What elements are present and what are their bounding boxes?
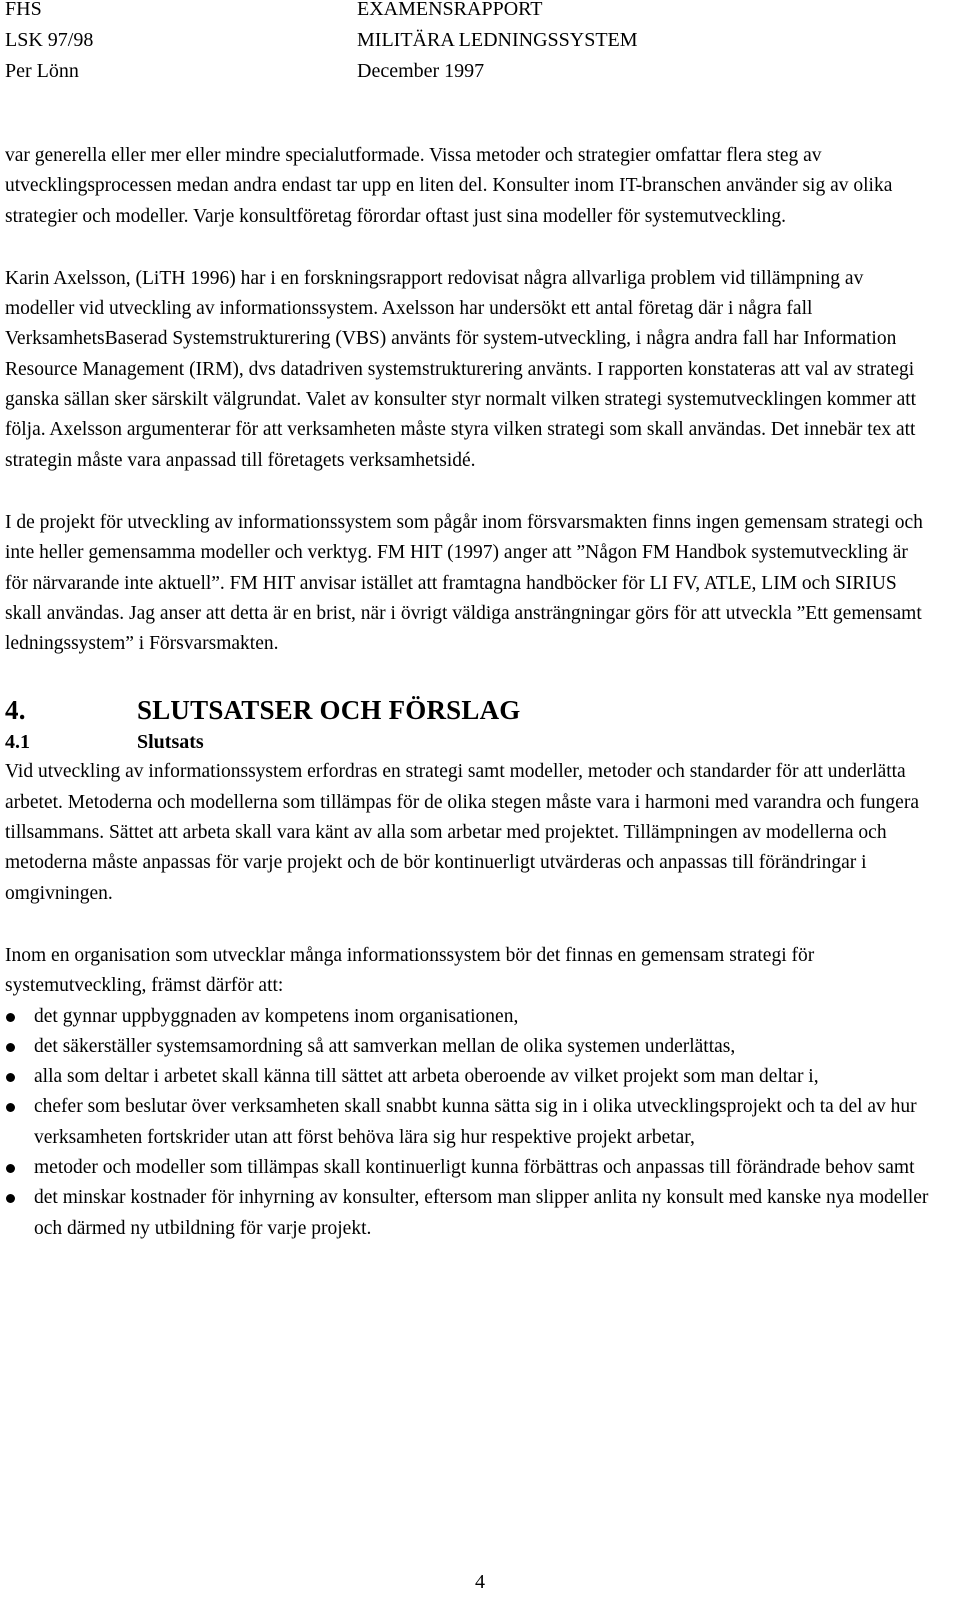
paragraph-5: Inom en organisation som utvecklar många informationssystem bör det finnas en gemensam strategi för systemutveckling, främst därför att: [5, 944, 815, 997]
paragraph-4: Vid utveckling av informationssystem erfordras en strategi samt modeller, metoder och standarder för att underlätta arbetet. Metoderna och modellerna som tillämpas för de olika stegen måste vara i harmoni med varandra och fungera tillsammans. Sättet att arbeta skall vara känt av alla som arbetar med projektet. Tillämpningen av modellerna och metoderna måste anpassas för varje projekt och de bör kontinuerligt utvärderas och anpassas till förändringar i omgivningen. [5, 761, 919, 904]
header-report-type: EXAMENSRAPPORT [357, 0, 543, 20]
list-item: chefer som beslutar över verksamheten skall snabbt kunna sätta sig in i olika utvecklingsprojekt och ta del av hur verksamheten fortskrider utan att först behöva lära sig hur respektive projekt arbetar, [5, 1092, 935, 1153]
bullet-list [5, 1002, 935, 1244]
section-title: Slutsats [137, 731, 204, 754]
bullet-icon [6, 1043, 15, 1052]
bullet-icon [6, 1103, 15, 1112]
section-heading [5, 727, 935, 757]
list-item: alla som deltar i arbetet skall känna till sättet att arbeta oberoende av vilket projekt som man deltar i, [5, 1062, 935, 1092]
bullet-icon [6, 1164, 15, 1173]
list-item: det gynnar uppbyggnaden av kompetens inom organisationen, [5, 1002, 935, 1032]
chapter-heading [5, 693, 935, 727]
paragraph-3: I de projekt för utveckling av informationssystem som pågår inom försvarsmakten finns ingen gemensam strategi och inte heller gemensamma modeller och verktyg. FM HIT (1997) anger att ”Någon FM Handbok systemutveckling är för närvarande inte aktuell”. FM HIT anvisar istället att framtagna handböcker för LI FV, ATLE, LIM och SIRIUS skall användas. Jag anser att detta är en brist, när i övrigt väldiga ansträngningar görs för att utveckla ”Ett gemensamt ledningssystem” i Försvarsmakten. [5, 511, 923, 655]
list-item: metoder och modeller som tillämpas skall kontinuerligt kunna förbättras och anpassas till förändrade behov samt [5, 1153, 935, 1183]
header-course: LSK 97/98 [5, 29, 94, 51]
paragraph-2: Karin Axelsson, (LiTH 1996) har i en forskningsrapport redovisat några allvarliga problem vid tillämpning av modeller vid utveckling av informationssystem. Axelsson har undersökt ett antal företag där i några fall VerksamhetsBaserad Systemstrukturering (VBS) använts för system-utveckling, i några andra fall har Information Resource Management (IRM), dvs datadriven systemstrukturering använts. I rapporten konstateras att val av strategi ganska sällan sker särskilt välgrundat. Valet av konsulter styr normalt vilken strategi systemutvecklingen kommer att följa. Axelsson argumenterar för att verksamheten måste styra vilken strategi som skall användas. Det innebär tex att strategin måste vara anpassad till företagets verksamhetsidé. [5, 267, 917, 471]
page-header [0, 0, 960, 100]
list-item: det säkerställer systemsamordning så att samverkan mellan de olika systemen underlättas, [5, 1032, 935, 1062]
paragraph-1: var generella eller mer eller mindre specialutformade. Vissa metoder och strategier omfattar flera steg av utvecklingsprocessen medan andra endast tar upp en liten del. Konsulter inom IT-branschen använder sig av olika strategier och modeller. Varje konsultföretag förordar oftast just sina modeller för systemutveckling. [5, 145, 893, 227]
page-number: 4 [475, 1571, 485, 1593]
header-author: Per Lönn [5, 60, 79, 82]
bullet-icon [6, 1013, 15, 1022]
header-institution: FHS [5, 0, 42, 20]
section-number: 4.1 [5, 731, 30, 754]
chapter-title: SLUTSATSER OCH FÖRSLAG [137, 695, 521, 726]
chapter-number: 4. [5, 695, 26, 726]
list-item: det minskar kostnader för inhyrning av konsulter, eftersom man slipper anlita ny konsult med kanske nya modeller och därmed ny utbildning för varje projekt. [5, 1183, 935, 1244]
header-date: December 1997 [357, 60, 485, 82]
bullet-icon [6, 1073, 15, 1082]
header-report-title: MILITÄRA LEDNINGSSYSTEM [357, 29, 638, 51]
document-body [5, 141, 935, 1244]
bullet-icon [6, 1194, 15, 1203]
